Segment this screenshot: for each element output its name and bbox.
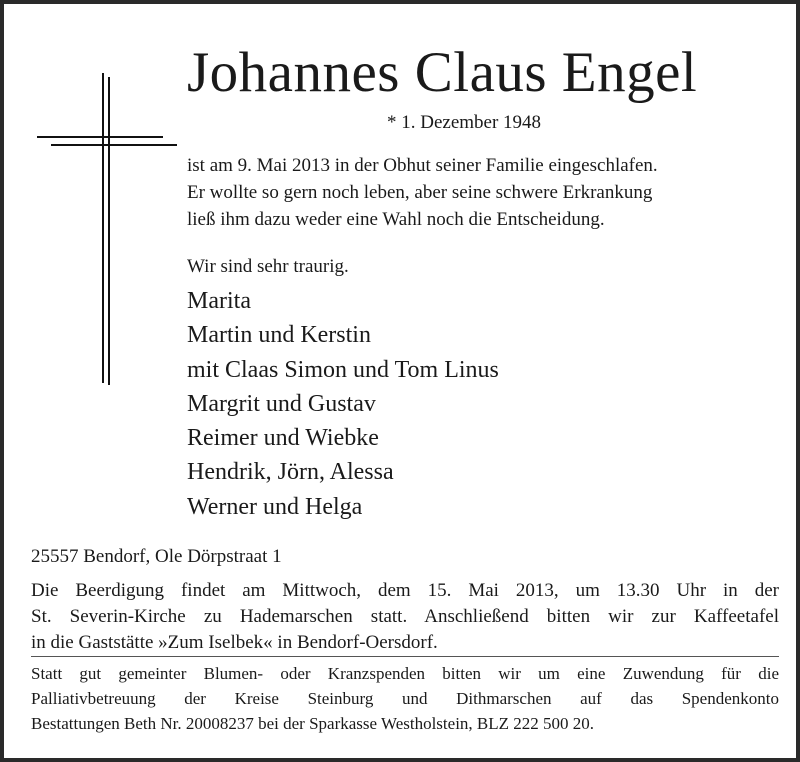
- family-member: Marita: [187, 288, 251, 314]
- mourning-line: Wir sind sehr traurig.: [187, 256, 349, 277]
- announcement-line: ließ ihm dazu weder eine Wahl noch die Entscheidung.: [187, 209, 605, 230]
- funeral-line: Die Beerdigung findet am Mittwoch, dem 15. Mai 2013, um 13.30 Uhr in der: [31, 580, 779, 601]
- family-member: Margrit und Gustav: [187, 390, 376, 417]
- donation-line: Bestattungen Beth Nr. 20008237 bei der Sparkasse Westholstein, BLZ 222 500 20.: [31, 714, 595, 733]
- birth-date: * 1. Dezember 1948: [387, 112, 542, 133]
- announcement-line: ist am 9. Mai 2013 in der Obhut seiner Familie eingeschlafen.: [187, 155, 658, 176]
- donation-line: Statt gut gemeinter Blumen- oder Kranzspenden bitten wir um eine Zuwendung für die: [31, 664, 779, 683]
- cross-vertical-bar: [102, 73, 104, 383]
- funeral-line: St. Severin-Kirche zu Hademarschen statt. Anschließend bitten wir zur Kaffeetafel: [31, 606, 779, 627]
- family-member: mit Claas Simon und Tom Linus: [187, 356, 499, 383]
- funeral-line: in die Gaststätte »Zum Iselbek« in Bendorf-Oersdorf.: [31, 632, 438, 653]
- family-list: [187, 284, 787, 524]
- mourning-address: 25557 Bendorf, Ole Dörpstraat 1: [31, 546, 282, 567]
- cross-horizontal-bar-shadow: [51, 144, 177, 146]
- family-member: Hendrik, Jörn, Alessa: [187, 459, 394, 486]
- family-member: Werner und Helga: [187, 493, 363, 520]
- cross-vertical-bar-shadow: [108, 77, 110, 385]
- funeral-details: [31, 578, 779, 656]
- family-member: Reimer und Wiebke: [187, 425, 379, 452]
- announcement-text: [187, 152, 787, 233]
- donation-line: Palliativbetreuung der Kreise Steinburg und Dithmarschen auf das Spendenkonto: [31, 689, 779, 708]
- family-member: Martin und Kerstin: [187, 322, 371, 349]
- cross-horizontal-bar: [37, 136, 163, 138]
- donation-request: [31, 661, 779, 736]
- divider: [31, 656, 779, 657]
- announcement-line: Er wollte so gern noch leben, aber seine schwere Erkrankung: [187, 182, 653, 203]
- deceased-name: Johannes Claus Engel: [187, 41, 698, 104]
